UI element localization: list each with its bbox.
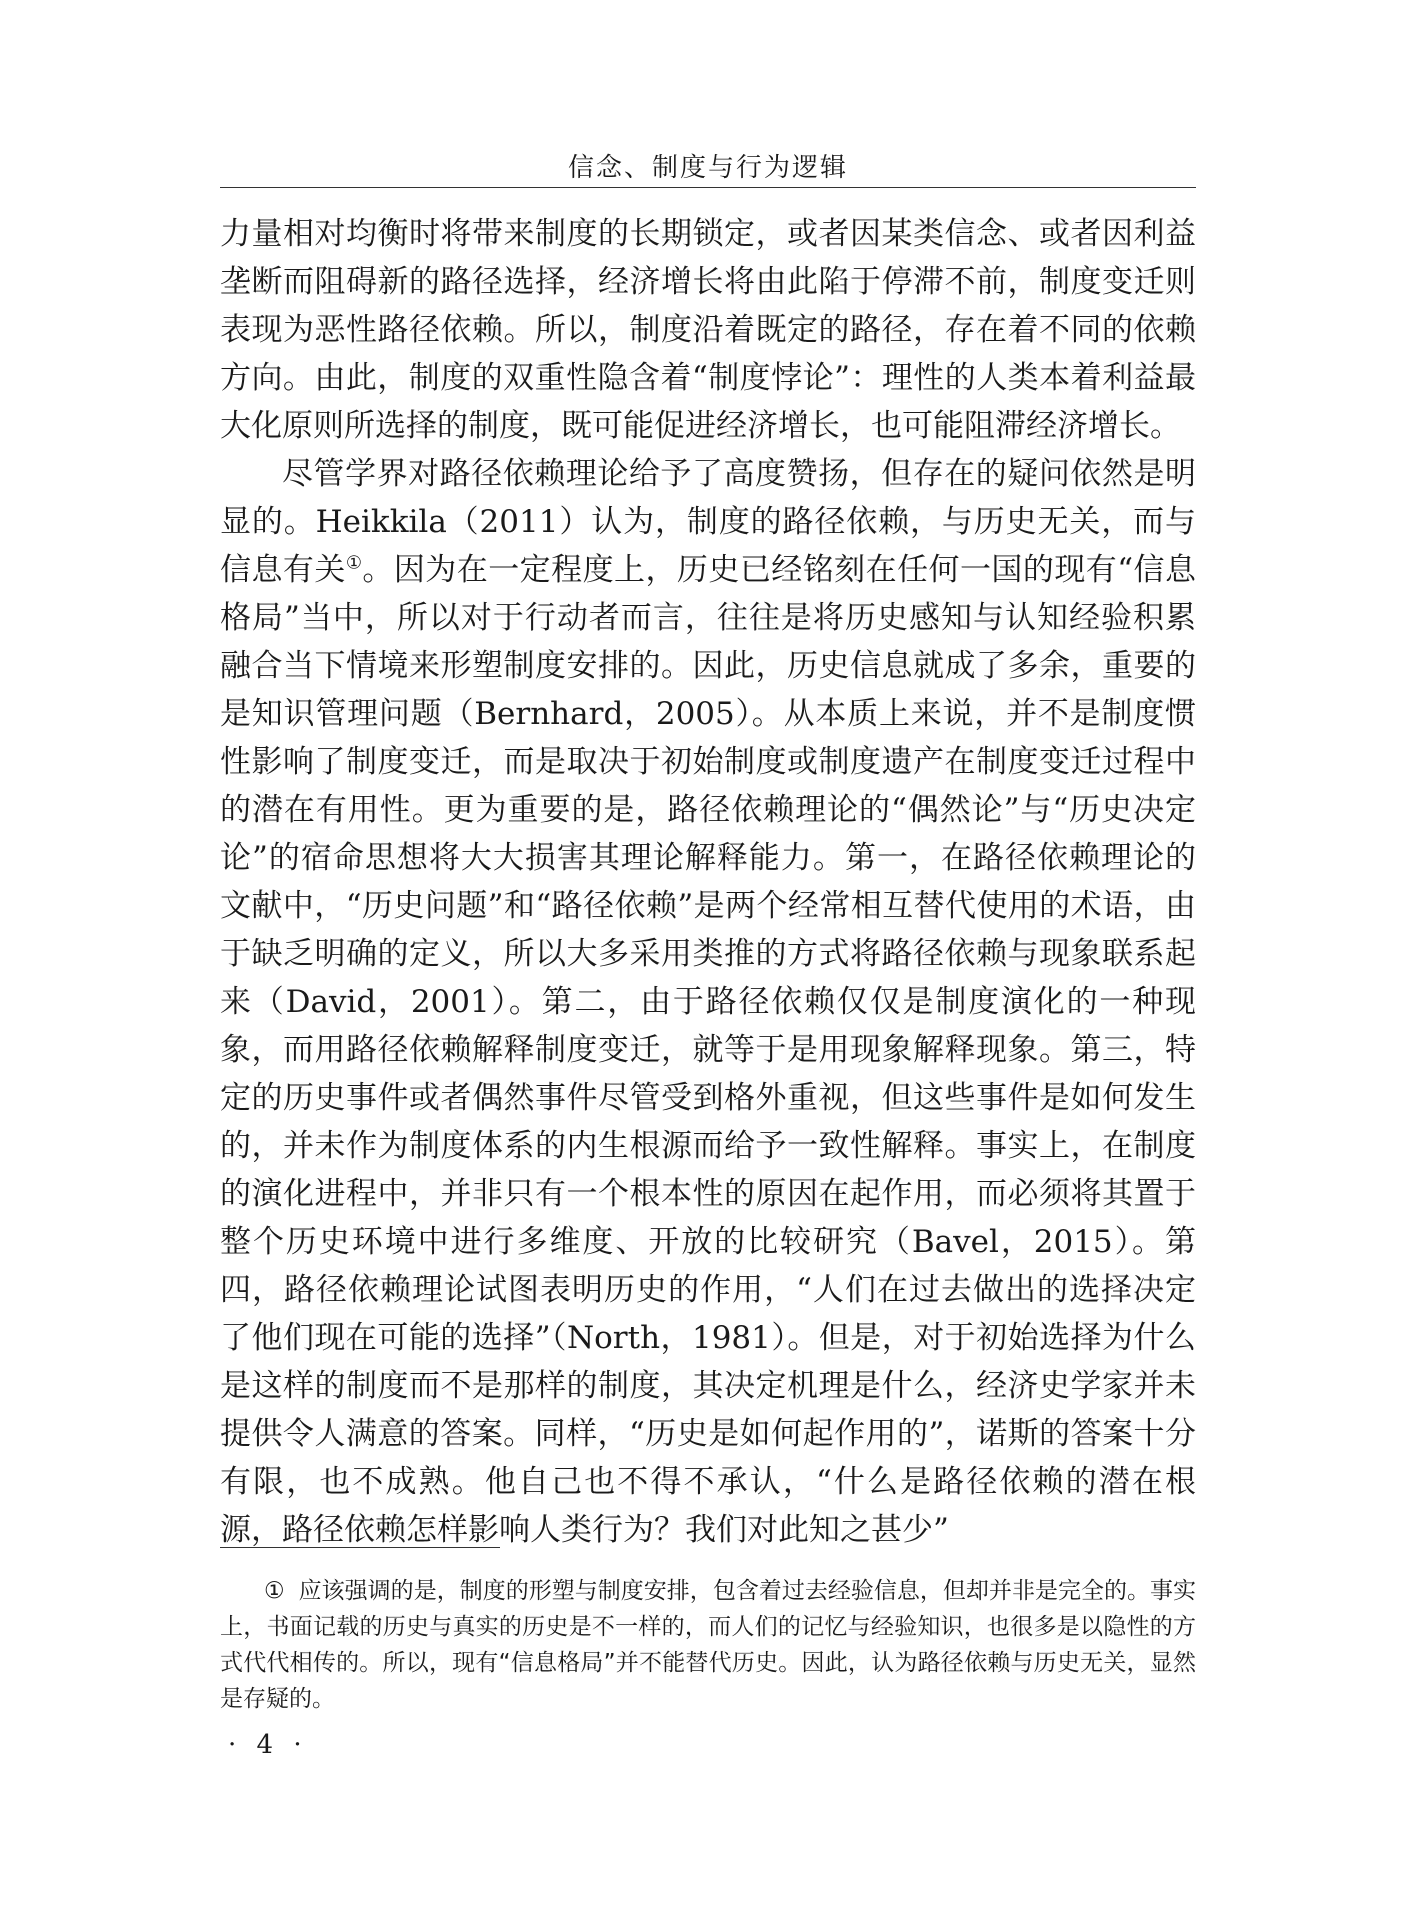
footnote (220, 1573, 1196, 1717)
paragraph-continued: 力量相对均衡时将带来制度的长期锁定，或者因某类信念、或者因利益垄断而阻碍新的路径选择，经济增长将由此陷于停滞不前，制度变迁则表现为恶性路径依赖。所以，制度沿着既定的路径，存在着不同的依赖方向。由此，制度的双重性隐含着“制度悖论”：理性的人类本着利益最大化原则所选择的制度，既可能促进经济增长，也可能阻滞经济增长。 (220, 216, 1196, 444)
footnote-mark: ① (264, 1578, 285, 1604)
paragraph-text-part-2: 。因为在一定程度上，历史已经铭刻在任何一国的现有“信息格局”当中，所以对于行动者而言，往往是将历史感知与认知经验积累融合当下情境来形塑制度安排的。因此，历史信息就成了多余，重要的是知识管理问题（Bernhard，2005）。从本质上来说，并不是制度惯性影响了制度变迁，而是取决于初始制度或制度遗产在制度变迁过程中的潜在有用性。更为重要的是，路径依赖理论的“偶然论”与“历史决定论”的宿命思想将大大损害其理论解释能力。第一，在路径依赖理论的文献中，“历史问题”和“路径依赖”是两个经常相互替代使用的术语，由于缺乏明确的定义，所以大多采用类推的方式将路径依赖与现象联系起来（David，2001）。第二，由于路径依赖仅仅是制度演化的一种现象，而用路径依赖解释制度变迁，就等于是用现象解释现象。第三，特定的历史事件或者偶然事件尽管受到格外重视，但这些事件是如何发生的，并未作为制度体系的内生根源而给予一致性解释。事实上，在制度的演化进程中，并非只有一个根本性的原因在起作用，而必须将其置于整个历史环境中进行多维度、开放的比较研究（Bavel，2015）。第四，路径依赖理论试图表明历史的作用，“人们在过去做出的选择决定了他们现在可能的选择”（North，1981）。但是，对于初始选择为什么是这样的制度而不是那样的制度，其决定机理是什么，经济史学家并未提供令人满意的答案。同样，“历史是如何起作用的”，诺斯的答案十分有限，也不成熟。他自己也不得不承认，“什么是路径依赖的潜在根源，路径依赖怎样影响人类行为？我们对此知之甚少” (220, 552, 1196, 1548)
footnote-rule (220, 1547, 500, 1548)
footnote-text: 应该强调的是，制度的形塑与制度安排，包含着过去经验信息，但却并非是完全的。事实上，书面记载的历史与真实的历史是不一样的，而人们的记忆与经验知识，也很多是以隐性的方式代代相传的。所以，现有“信息格局”并不能替代历史。因此，认为路径依赖与历史无关，显然是存疑的。 (220, 1578, 1197, 1712)
paragraph-text-part-1: 尽管学界对路径依赖理论给予了高度赞扬，但存在的疑问依然是明显的。Heikkila（2011）认为，制度的路径依赖，与历史无关，而与信息有关 (220, 456, 1196, 588)
header-rule (220, 187, 1196, 188)
footnote-reference[interactable]: ① (345, 552, 363, 574)
running-head: 信念、制度与行为逻辑 (567, 153, 848, 183)
body-text (220, 210, 1196, 1554)
page-number: · 4 · (228, 1730, 308, 1760)
paragraph-path-dependence (220, 450, 1196, 1554)
